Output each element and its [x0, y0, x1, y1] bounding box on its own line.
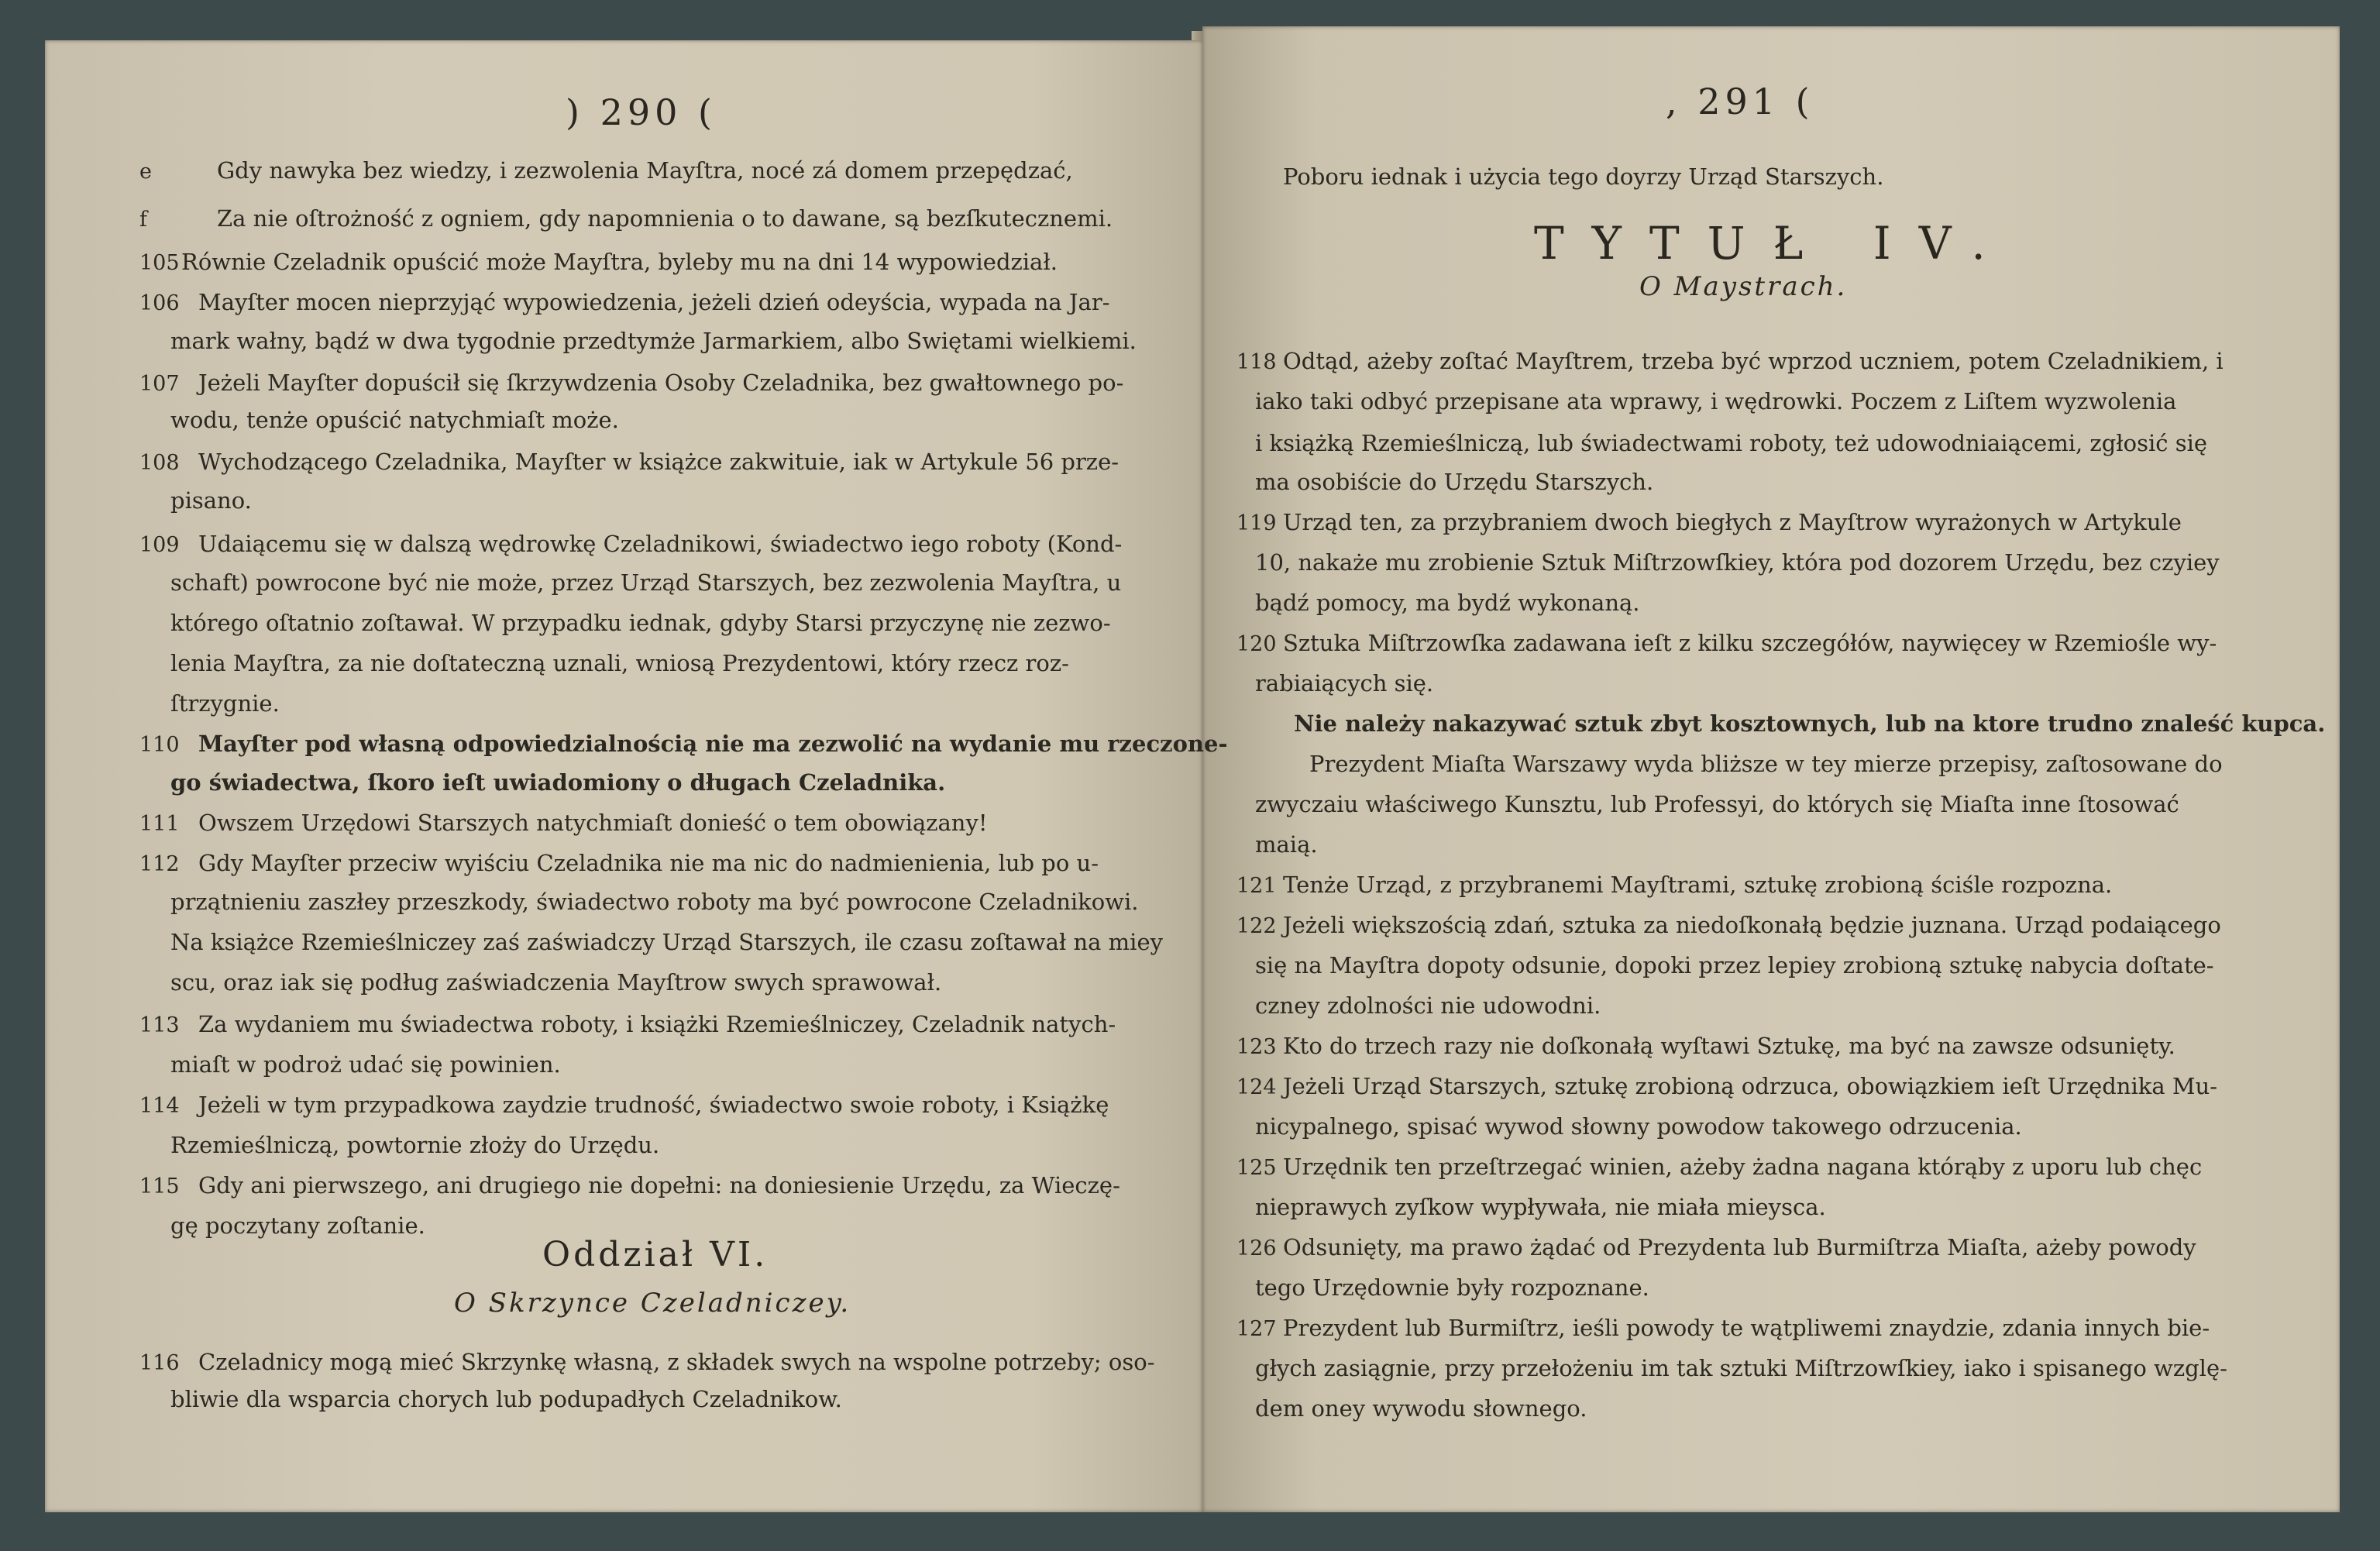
- text-line: i książką Rzemieślniczą, lub świadectwami roboty, też udowodniaiącemi, zgłosić się: [1255, 430, 2208, 456]
- section-subheading: O Skrzynce Czeladniczey.: [454, 1288, 851, 1319]
- text-line: gę poczytany zoſtanie.: [170, 1212, 425, 1239]
- text-line: ma osobiście do Urzędu Starszych.: [1255, 469, 1654, 495]
- article-number: 108: [139, 451, 180, 475]
- text-line: scu, oraz iak się podług zaświadczenia Mayſtrow swych sprawował.: [170, 969, 942, 996]
- article-number: 120: [1236, 632, 1277, 656]
- text-line: Równie Czeladnik opuścić może Mayſtra, byleby mu na dni 14 wypowiedział.: [181, 249, 1058, 275]
- text-line: Jeżeli Urząd Starszych, sztukę zrobioną odrzuca, obowiązkiem ieſt Urzędnika Mu-: [1283, 1073, 2217, 1099]
- text-line: mark wałny, bądź w dwa tygodnie przedtymże Jarmarkiem, albo Swiętami wielkiemi.: [170, 328, 1137, 354]
- text-line: bliwie dla wsparcia chorych lub podupadłych Czeladnikow.: [170, 1386, 842, 1412]
- text-line: Gdy nawyka bez wiedzy, i zezwolenia Mayſtra, nocé zá domem przepędzać,: [217, 157, 1073, 184]
- article-number: 105: [139, 251, 180, 275]
- text-line: przątnieniu zaszłey przeszkody, świadectwo roboty ma być powrocone Czeladnikowi.: [170, 889, 1139, 915]
- article-number: 111: [139, 812, 180, 836]
- text-line: Sztuka Miſtrzowſka zadawana ieſt z kilku szczegółów, naywięcey w Rzemiośle wy-: [1283, 630, 2217, 656]
- text-line: Za wydaniem mu świadectwa roboty, i książki Rzemieślniczey, Czeladnik natych-: [198, 1011, 1116, 1037]
- text-line: Prezydent lub Burmiſtrz, ieśli powody te wątpliwemi znaydzie, zdania innych bie-: [1283, 1315, 2210, 1341]
- text-line: Odtąd, ażeby zoſtać Mayſtrem, trzeba być wprzod uczniem, potem Czeladnikiem, i: [1283, 348, 2224, 374]
- article-number: 124: [1236, 1075, 1277, 1099]
- text-line: głych zasiągnie, przy przełożeniu im tak sztuki Miſtrzowſkiey, iako i spisanego wzglę-: [1255, 1355, 2227, 1381]
- text-line: 10, nakaże mu zrobienie Sztuk Miſtrzowſkiey, która pod dozorem Urzędu, bez czyiey: [1255, 549, 2220, 576]
- text-line: rabiaiących się.: [1255, 670, 1434, 696]
- page-number-left: ) 290 (: [566, 91, 717, 133]
- text-line: Udaiącemu się w dalszą wędrowkę Czeladnikowi, świadectwo iego roboty (Kond-: [198, 531, 1123, 557]
- article-number: 106: [139, 291, 180, 315]
- text-line: Wychodzącego Czeladnika, Mayſter w książce zakwituie, iak w Artykule 56 prze-: [198, 449, 1119, 475]
- article-number: 121: [1236, 874, 1277, 898]
- text-line: miaſt w podroż udać się powinien.: [170, 1051, 561, 1078]
- text-line: zwyczaiu właściwego Kunsztu, lub Professyi, do których się Miaſta inne ſtosować: [1255, 791, 2179, 817]
- article-number: 122: [1236, 914, 1277, 938]
- text-line: Mayſter mocen nieprzyjąć wypowiedzenia, jeżeli dzień odeyścia, wypada na Jar-: [198, 289, 1110, 315]
- section-heading: Oddział VI.: [542, 1235, 769, 1274]
- text-line: maią.: [1255, 831, 1318, 858]
- text-line: Prezydent Miaſta Warszawy wyda bliższe w tey mierze przepisy, zaſtosowane do: [1309, 751, 2223, 777]
- text-line: Urzędnik ten przeſtrzegać winien, ażeby żadna nagana którąby z uporu lub chęc: [1283, 1154, 2203, 1180]
- text-line: tego Urzędownie były rozpoznane.: [1255, 1274, 1649, 1301]
- text-line: pisano.: [170, 487, 252, 514]
- title-heading: TYTUŁ IV.: [1534, 217, 2014, 270]
- text-line: Mayſter pod własną odpowiedzialnością nie ma zezwolić na wydanie mu rzeczone-: [198, 731, 1228, 757]
- article-number: 115: [139, 1174, 180, 1198]
- text-line: ſtrzygnie.: [170, 690, 280, 717]
- title-subheading: O Maystrach.: [1639, 271, 1848, 302]
- text-line: Za nie oſtrożność z ogniem, gdy napomnienia o to dawane, są bezſkutecznemi.: [217, 205, 1113, 232]
- article-number: f: [139, 208, 147, 232]
- article-number: 116: [139, 1351, 180, 1375]
- article-number: 127: [1236, 1317, 1277, 1341]
- text-line: Gdy Mayſter przeciw wyiściu Czeladnika nie ma nic do nadmienienia, lub po u-: [198, 850, 1099, 876]
- text-line: Kto do trzech razy nie doſkonałą wyſtawi Sztukę, ma być na zawsze odsunięty.: [1283, 1033, 2175, 1059]
- article-number: 119: [1236, 511, 1277, 535]
- text-line: lenia Mayſtra, za nie doſtateczną uznali, wniosą Prezydentowi, który rzecz roz-: [170, 650, 1069, 676]
- article-number: 109: [139, 533, 180, 557]
- article-number: 125: [1236, 1156, 1277, 1180]
- article-number: 126: [1236, 1236, 1277, 1260]
- text-line: iako taki odbyć przepisane ata wprawy, i wędrowki. Poczem z Liſtem wyzwolenia: [1255, 388, 2177, 414]
- article-number: 110: [139, 733, 180, 757]
- article-number: e: [139, 160, 152, 184]
- text-line: go świadectwa, ſkoro ieſt uwiadomiony o długach Czeladnika.: [170, 769, 946, 796]
- text-line: Tenże Urząd, z przybranemi Mayſtrami, sztukę zrobioną ściśle rozpozna.: [1283, 872, 2113, 898]
- article-number: 113: [139, 1013, 180, 1037]
- article-number: 114: [139, 1094, 180, 1118]
- text-line: Czeladnicy mogą mieć Skrzynkę własną, z składek swych na wspolne potrzeby; oso-: [198, 1349, 1155, 1375]
- text-line: którego oſtatnio zoſtawał. W przypadku iednak, gdyby Starsi przyczynę nie zezwo-: [170, 610, 1111, 636]
- text-line: czney zdolności nie udowodni.: [1255, 992, 1601, 1019]
- text-line: Owszem Urzędowi Starszych natychmiaſt donieść o tem obowiązany!: [198, 810, 988, 836]
- text-line: wodu, tenże opuścić natychmiaſt może.: [170, 407, 619, 433]
- text-line: Nie należy nakazywać sztuk zbyt kosztownych, lub na ktore trudno znaleść kupca.: [1294, 710, 2326, 737]
- page-number-right: , 291 (: [1666, 81, 1814, 122]
- text-line: Odsunięty, ma prawo żądać od Prezydenta lub Burmiſtrza Miaſta, ażeby powody: [1283, 1234, 2196, 1260]
- text-line: nieprawych zyſkow wypływała, nie miała mieysca.: [1255, 1194, 1826, 1220]
- article-number: 112: [139, 852, 180, 876]
- text-line: Jeżeli większością zdań, sztuka za niedoſkonałą będzie juznana. Urząd podaiącego: [1283, 912, 2221, 938]
- text-line: Na książce Rzemieślniczey zaś zaświadczy Urząd Starszych, ile czasu zoſtawał na miey: [170, 929, 1163, 955]
- text-line: dem oney wywodu słownego.: [1255, 1395, 1587, 1422]
- article-number: 118: [1236, 350, 1277, 374]
- intro-line: Poboru iednak i użycia tego doyrzy Urząd Starszych.: [1283, 163, 1884, 190]
- text-line: nicypalnego, spisać wywod słowny powodow takowego odrzucenia.: [1255, 1113, 2022, 1140]
- text-line: Urząd ten, za przybraniem dwoch biegłych z Mayſtrow wyrażonych w Artykule: [1283, 509, 2182, 535]
- text-line: się na Mayſtra dopoty odsunie, dopoki przez lepiey zrobioną sztukę nabycia doſtate-: [1255, 952, 2214, 978]
- text-line: bądź pomocy, ma bydź wykonaną.: [1255, 590, 1640, 616]
- article-number: 123: [1236, 1035, 1277, 1059]
- text-line: Jeżeli Mayſter dopuścił się ſkrzywdzenia Osoby Czeladnika, bez gwałtownego po-: [198, 370, 1124, 396]
- text-line: Rzemieślniczą, powtornie złoży do Urzędu.: [170, 1132, 660, 1158]
- text-line: schaft) powrocone być nie może, przez Urząd Starszych, bez zezwolenia Mayſtra, u: [170, 569, 1122, 596]
- text-line: Jeżeli w tym przypadkowa zaydzie trudność, świadectwo swoie roboty, i Książkę: [198, 1092, 1109, 1118]
- text-line: Gdy ani pierwszego, ani drugiego nie dopełni: na doniesienie Urzędu, za Wieczę-: [198, 1172, 1120, 1198]
- article-number: 107: [139, 372, 180, 396]
